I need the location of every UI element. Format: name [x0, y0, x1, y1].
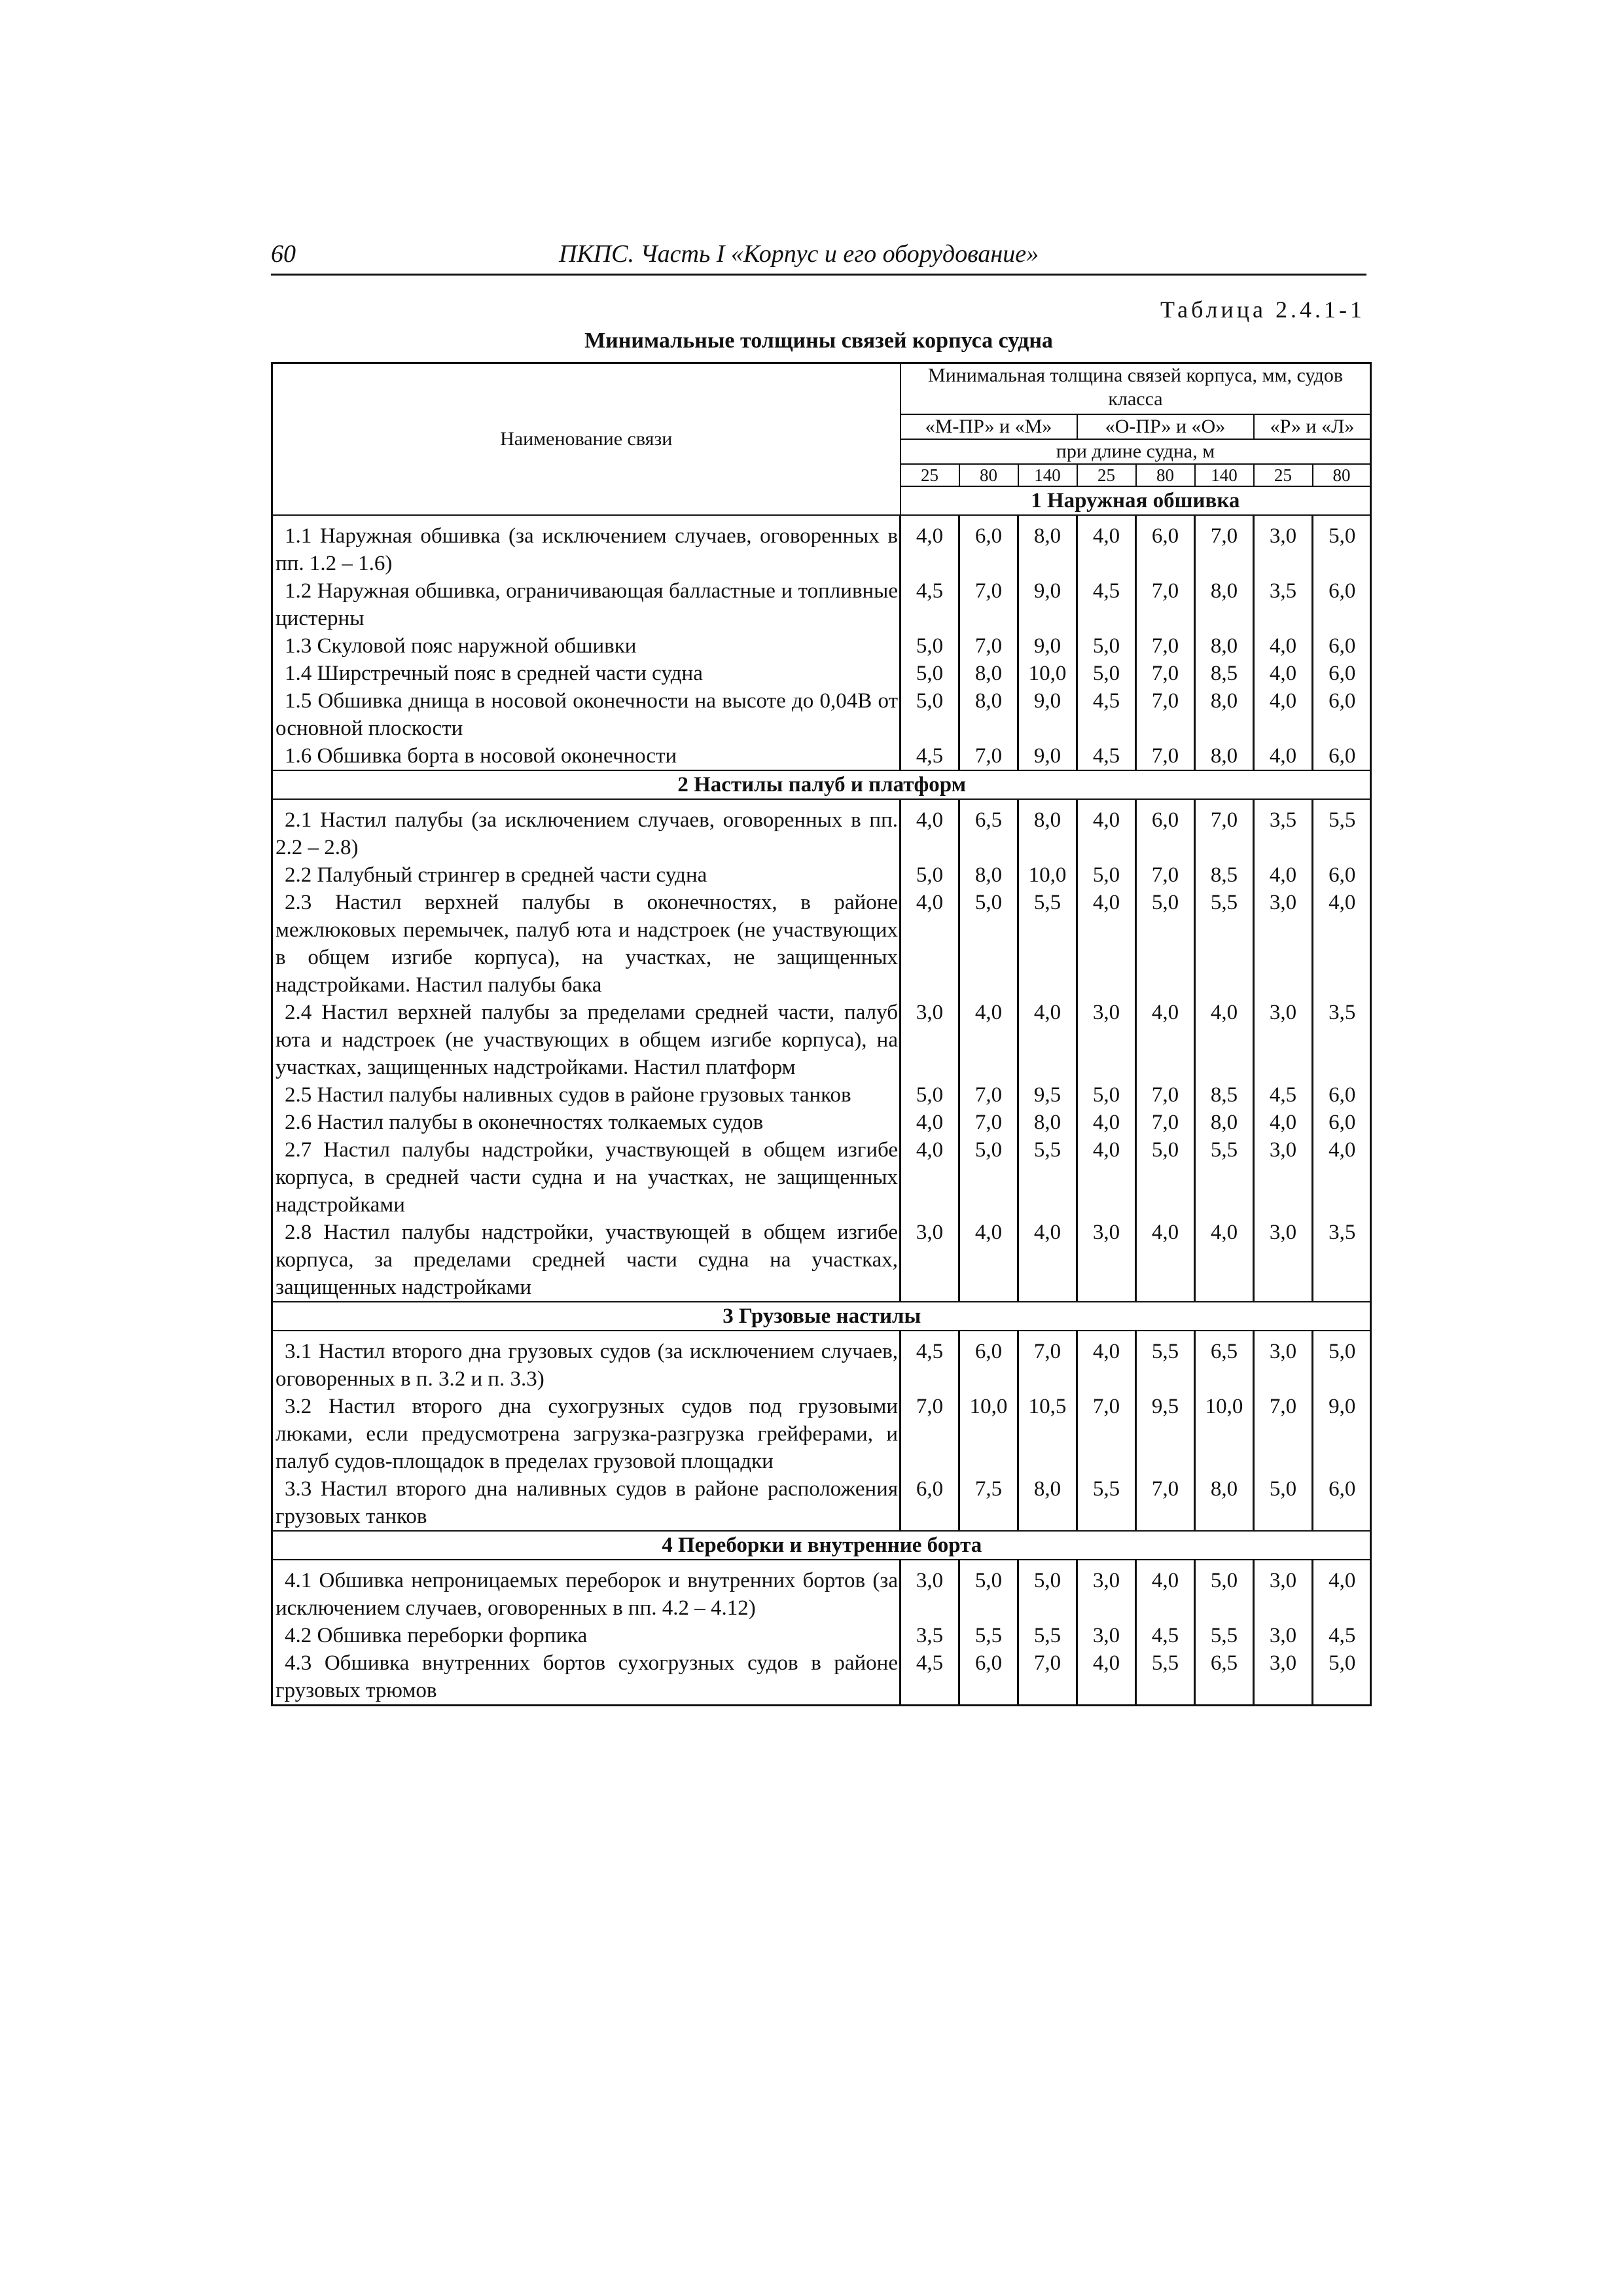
- thickness-value: 4,0: [901, 515, 959, 577]
- thickness-value: 9,0: [1018, 687, 1077, 742]
- thickness-value: 4,5: [901, 1649, 959, 1706]
- row-name-text: 4.3 Обшивка внутренних бортов сухогрузных судов в районе грузовых трюмов: [276, 1651, 898, 1702]
- thickness-value: 7,0: [1195, 515, 1254, 577]
- thickness-value: 6,0: [1313, 742, 1371, 770]
- thickness-value: 3,0: [1254, 1219, 1313, 1302]
- thickness-value: 4,0: [1077, 799, 1136, 861]
- thickness-value: 8,5: [1195, 861, 1254, 889]
- row-name-text: 4.1 Обшивка непроницаемых переборок и внутренних бортов (за исключением случаев, оговоренных в пп. 4.2 – 4.12): [276, 1569, 898, 1620]
- thickness-value: 7,0: [959, 1081, 1018, 1109]
- thickness-value: 6,0: [1313, 660, 1371, 687]
- thickness-value: 5,5: [1018, 1136, 1077, 1219]
- row-name-text: 1.5 Обшивка днища в носовой оконечности на высоте до 0,04B от основной плоскости: [276, 689, 898, 740]
- thickness-value: 5,0: [1136, 1136, 1195, 1219]
- thickness-value: 5,0: [1136, 889, 1195, 999]
- section-title: 2 Настилы палуб и платформ: [272, 770, 1371, 799]
- row-name: [272, 632, 901, 660]
- running-header: [271, 240, 1366, 276]
- row-name-text: 2.4 Настил верхней палубы за пределами средней части, палуб юта и надстроек (не участвующих в общем изгибе корпуса), на участках, защищенных надстройками. Настил платформ: [276, 1001, 898, 1079]
- thickness-value: 5,0: [1254, 1475, 1313, 1531]
- thickness-value: 4,0: [959, 1219, 1018, 1302]
- row-name-text: 2.5 Настил палубы наливных судов в районе грузовых танков: [285, 1083, 851, 1107]
- thickness-value: 5,0: [1077, 632, 1136, 660]
- thickness-value: 7,0: [901, 1393, 959, 1475]
- thickness-value: 9,5: [1136, 1393, 1195, 1475]
- thickness-value: 4,0: [1313, 1560, 1371, 1622]
- thickness-value: 3,5: [1254, 799, 1313, 861]
- row-name-text: 3.2 Настил второго дна сухогрузных судов под грузовыми люками, если предусмотрена загрузка-разгрузка грейферами, и палуб судов-площадок в пределах грузовой площадки: [276, 1395, 898, 1473]
- thickness-value: 6,0: [1136, 515, 1195, 577]
- thickness-value: 9,5: [1018, 1081, 1077, 1109]
- thickness-value: 7,0: [1077, 1393, 1136, 1475]
- thickness-value: 5,0: [1077, 861, 1136, 889]
- thickness-value: 4,5: [1077, 577, 1136, 632]
- row-name-text: 2.2 Палубный стрингер в средней части судна: [285, 863, 707, 887]
- length-header: при длине судна, м: [901, 439, 1371, 464]
- class-header: «М-ПР» и «М»: [901, 414, 1077, 439]
- section-header-row: [272, 1302, 1371, 1331]
- length-value: 80: [959, 464, 1018, 486]
- thickness-value: 5,0: [959, 1136, 1018, 1219]
- thickness-value: 6,0: [959, 515, 1018, 577]
- thickness-value: 6,0: [1136, 799, 1195, 861]
- row-name: [272, 999, 901, 1081]
- thickness-value: 3,0: [1254, 1649, 1313, 1706]
- thickness-value: 3,5: [1254, 577, 1313, 632]
- thickness-value: 5,0: [959, 889, 1018, 999]
- thickness-value: 9,0: [1018, 632, 1077, 660]
- thickness-value: 4,0: [1018, 999, 1077, 1081]
- row-name-text: 3.1 Настил второго дна грузовых судов (за исключением случаев, оговоренных в п. 3.2 и п. 3.3): [276, 1340, 898, 1391]
- thickness-value: 8,0: [1195, 1109, 1254, 1136]
- thickness-value: 3,0: [1254, 1560, 1313, 1622]
- thickness-value: 4,0: [1136, 999, 1195, 1081]
- row-name: [272, 861, 901, 889]
- thickness-value: 7,0: [1136, 861, 1195, 889]
- thickness-value: 4,0: [1254, 861, 1313, 889]
- thickness-value: 8,0: [1195, 742, 1254, 770]
- thickness-value: 4,0: [901, 1136, 959, 1219]
- thickness-value: 10,0: [1018, 660, 1077, 687]
- thickness-value: 3,5: [1313, 999, 1371, 1081]
- thickness-value: 5,0: [1077, 660, 1136, 687]
- thickness-value: 3,0: [1077, 1560, 1136, 1622]
- row-name: [272, 1560, 901, 1622]
- section-header-row: [272, 770, 1371, 799]
- thickness-value: 7,0: [1254, 1393, 1313, 1475]
- thickness-value: 7,0: [1136, 577, 1195, 632]
- row-name-text: 3.3 Настил второго дна наливных судов в районе расположения грузовых танков: [276, 1477, 898, 1528]
- table-row: [272, 632, 1371, 660]
- row-name-text: 2.7 Настил палубы надстройки, участвующей в общем изгибе корпуса, в средней части судна и на участках, не защищенных надстройками: [276, 1138, 898, 1217]
- thickness-value: 10,5: [1018, 1393, 1077, 1475]
- thickness-value: 5,0: [1195, 1560, 1254, 1622]
- row-name: [272, 515, 901, 577]
- table-row: [272, 515, 1371, 577]
- page-number: 60: [271, 240, 296, 268]
- table-row: [272, 742, 1371, 770]
- table-row: [272, 889, 1371, 999]
- row-name: [272, 577, 901, 632]
- running-title: ПКПС. Часть I «Корпус и его оборудование»: [559, 240, 1039, 268]
- thickness-value: 4,0: [1077, 1136, 1136, 1219]
- thickness-value: 7,0: [959, 742, 1018, 770]
- length-value: 25: [1254, 464, 1313, 486]
- length-value: 80: [1313, 464, 1371, 486]
- thickness-value: 7,0: [1018, 1331, 1077, 1393]
- thickness-value: 8,0: [1195, 687, 1254, 742]
- thickness-value: 8,0: [959, 660, 1018, 687]
- thickness-value: 9,0: [1313, 1393, 1371, 1475]
- thickness-value: 5,5: [1195, 1622, 1254, 1649]
- thickness-value: 4,0: [901, 889, 959, 999]
- section-title: 1 Наружная обшивка: [901, 486, 1371, 515]
- thickness-value: 4,0: [1136, 1560, 1195, 1622]
- row-name: [272, 1081, 901, 1109]
- table-row: [272, 1331, 1371, 1393]
- thickness-value: 3,5: [1313, 1219, 1371, 1302]
- thickness-value: 4,0: [1077, 1109, 1136, 1136]
- thickness-value: 4,0: [1254, 1109, 1313, 1136]
- row-name-text: 1.4 Ширстречный пояс в средней части судна: [285, 662, 703, 685]
- thickness-value: 8,0: [1018, 1109, 1077, 1136]
- length-value: 140: [1018, 464, 1077, 486]
- row-name-text: 2.8 Настил палубы надстройки, участвующей в общем изгибе корпуса, за пределами средней части судна на участках, защищенных надстройками: [276, 1221, 898, 1299]
- thickness-value: 4,5: [1077, 687, 1136, 742]
- thickness-value: 3,0: [1254, 889, 1313, 999]
- thickness-value: 3,0: [1077, 1622, 1136, 1649]
- thickness-value: 3,0: [1254, 999, 1313, 1081]
- thickness-value: 8,0: [959, 687, 1018, 742]
- thickness-value: 4,0: [1077, 1649, 1136, 1706]
- table-row: [272, 1393, 1371, 1475]
- row-name: [272, 1109, 901, 1136]
- row-name: [272, 1393, 901, 1475]
- table-row: [272, 1081, 1371, 1109]
- thickness-value: 4,0: [1195, 1219, 1254, 1302]
- thickness-value: 5,0: [901, 1081, 959, 1109]
- thickness-value: 4,5: [901, 577, 959, 632]
- thickness-value: 3,5: [901, 1622, 959, 1649]
- thickness-value: 4,0: [1313, 1136, 1371, 1219]
- thickness-value: 4,0: [1254, 742, 1313, 770]
- thickness-value: 4,0: [1018, 1219, 1077, 1302]
- table-row: [272, 861, 1371, 889]
- thickness-value: 3,0: [1254, 1331, 1313, 1393]
- thickness-value: 6,0: [1313, 577, 1371, 632]
- thickness-value: 8,0: [1018, 799, 1077, 861]
- thickness-value: 4,0: [1254, 687, 1313, 742]
- row-name: [272, 1622, 901, 1649]
- row-name-text: 1.3 Скуловой пояс наружной обшивки: [285, 634, 637, 658]
- thickness-value: 6,5: [1195, 1649, 1254, 1706]
- thickness-value: 5,5: [1136, 1331, 1195, 1393]
- length-value: 25: [1077, 464, 1136, 486]
- thickness-value: 7,0: [1195, 799, 1254, 861]
- thickness-value: 5,5: [1077, 1475, 1136, 1531]
- table-number: Таблица 2.4.1-1: [1160, 296, 1365, 323]
- thickness-value: 6,0: [1313, 1109, 1371, 1136]
- row-name: [272, 1136, 901, 1219]
- thickness-value: 4,5: [1077, 742, 1136, 770]
- column-header-name: Наименование связи: [272, 363, 901, 516]
- row-name: [272, 1331, 901, 1393]
- thickness-value: 5,0: [901, 660, 959, 687]
- thickness-value: 4,0: [1313, 889, 1371, 999]
- thickness-value: 5,0: [1313, 1331, 1371, 1393]
- row-name-text: 1.1 Наружная обшивка (за исключением случаев, оговоренных в пп. 1.2 – 1.6): [276, 524, 898, 575]
- row-name: [272, 1219, 901, 1302]
- thickness-value: 4,0: [1195, 999, 1254, 1081]
- row-name: [272, 1649, 901, 1706]
- thickness-value: 5,5: [1018, 1622, 1077, 1649]
- thickness-value: 4,0: [901, 1109, 959, 1136]
- table-row: [272, 577, 1371, 632]
- thickness-value: 6,5: [959, 799, 1018, 861]
- thickness-value: 8,5: [1195, 660, 1254, 687]
- thickness-value: 7,0: [1136, 1475, 1195, 1531]
- length-value: 25: [901, 464, 959, 486]
- thickness-value: 7,0: [1136, 1109, 1195, 1136]
- thickness-value: 4,5: [1254, 1081, 1313, 1109]
- length-value: 80: [1136, 464, 1195, 486]
- table-row: [272, 1649, 1371, 1706]
- section-header-row: [272, 1531, 1371, 1560]
- class-header: «Р» и «Л»: [1254, 414, 1371, 439]
- section-title: 4 Переборки и внутренние борта: [272, 1531, 1371, 1560]
- thickness-value: 10,0: [1018, 861, 1077, 889]
- thickness-value: 5,0: [1313, 1649, 1371, 1706]
- thickness-value: 7,5: [959, 1475, 1018, 1531]
- thickness-table: [271, 362, 1372, 1706]
- thickness-value: 3,0: [1077, 1219, 1136, 1302]
- thickness-value: 7,0: [1136, 742, 1195, 770]
- thickness-value: 7,0: [959, 632, 1018, 660]
- table-row: [272, 1219, 1371, 1302]
- thickness-value: 8,5: [1195, 1081, 1254, 1109]
- thickness-value: 5,0: [1313, 515, 1371, 577]
- table-row: [272, 1475, 1371, 1531]
- thickness-value: 5,5: [1018, 889, 1077, 999]
- row-name: [272, 799, 901, 861]
- thickness-value: 7,0: [1018, 1649, 1077, 1706]
- table-row: [272, 660, 1371, 687]
- row-name-text: 1.6 Обшивка борта в носовой оконечности: [285, 744, 677, 768]
- thickness-value: 7,0: [959, 577, 1018, 632]
- thickness-value: 8,0: [1018, 1475, 1077, 1531]
- row-name: [272, 687, 901, 742]
- thickness-value: 5,5: [1313, 799, 1371, 861]
- table-row: [272, 999, 1371, 1081]
- thickness-value: 3,0: [1077, 999, 1136, 1081]
- thickness-value: 7,0: [1136, 1081, 1195, 1109]
- thickness-value: 6,0: [1313, 1475, 1371, 1531]
- row-name: [272, 1475, 901, 1531]
- thickness-value: 4,5: [1136, 1622, 1195, 1649]
- thickness-value: 6,0: [1313, 632, 1371, 660]
- row-name-text: 4.2 Обшивка переборки форпика: [285, 1624, 588, 1647]
- thickness-value: 9,0: [1018, 577, 1077, 632]
- thickness-value: 8,0: [959, 861, 1018, 889]
- thickness-value: 5,5: [1195, 889, 1254, 999]
- thickness-value: 5,0: [901, 861, 959, 889]
- thickness-value: 6,0: [901, 1475, 959, 1531]
- thickness-value: 3,0: [901, 1560, 959, 1622]
- thickness-value: 3,0: [1254, 515, 1313, 577]
- thickness-value: 6,0: [1313, 1081, 1371, 1109]
- thickness-value: 4,0: [1077, 1331, 1136, 1393]
- thickness-value: 4,5: [901, 1331, 959, 1393]
- column-header-group: Минимальная толщина связей корпуса, мм, судов класса: [901, 363, 1371, 415]
- thickness-value: 7,0: [1136, 660, 1195, 687]
- thickness-value: 10,0: [959, 1393, 1018, 1475]
- row-name: [272, 660, 901, 687]
- thickness-value: 5,0: [1018, 1560, 1077, 1622]
- thickness-value: 5,5: [959, 1622, 1018, 1649]
- table-row: [272, 1560, 1371, 1622]
- thickness-value: 6,0: [959, 1331, 1018, 1393]
- thickness-value: 4,0: [1254, 632, 1313, 660]
- thickness-value: 8,0: [1018, 515, 1077, 577]
- thickness-value: 5,0: [901, 687, 959, 742]
- row-name: [272, 742, 901, 770]
- thickness-value: 4,0: [1254, 660, 1313, 687]
- thickness-value: 3,0: [901, 1219, 959, 1302]
- thickness-value: 4,5: [1313, 1622, 1371, 1649]
- thickness-value: 7,0: [959, 1109, 1018, 1136]
- length-value: 140: [1195, 464, 1254, 486]
- table-caption: Минимальные толщины связей корпуса судна: [584, 329, 1053, 353]
- row-name-text: 2.6 Настил палубы в оконечностях толкаемых судов: [285, 1111, 764, 1134]
- thickness-value: 3,0: [901, 999, 959, 1081]
- row-name-text: 2.3 Настил верхней палубы в оконечностях, в районе межлюковых перемычек, палуб юта и надстроек (не участвующих в общем изгибе корпуса), на участках, не защищенных надстройками. Настил палубы бака: [276, 891, 898, 997]
- thickness-value: 8,0: [1195, 577, 1254, 632]
- thickness-value: 4,5: [901, 742, 959, 770]
- thickness-value: 3,0: [1254, 1136, 1313, 1219]
- table-row: [272, 1109, 1371, 1136]
- table-row: [272, 687, 1371, 742]
- thickness-value: 7,0: [1136, 687, 1195, 742]
- thickness-value: 4,0: [1077, 889, 1136, 999]
- thickness-value: 5,5: [1136, 1649, 1195, 1706]
- section-title: 3 Грузовые настилы: [272, 1302, 1371, 1331]
- table-row: [272, 1136, 1371, 1219]
- thickness-value: 10,0: [1195, 1393, 1254, 1475]
- thickness-value: 6,5: [1195, 1331, 1254, 1393]
- row-name-text: 1.2 Наружная обшивка, ограничивающая балластные и топливные цистерны: [276, 579, 898, 630]
- thickness-value: 9,0: [1018, 742, 1077, 770]
- row-name-text: 2.1 Настил палубы (за исключением случаев, оговоренных в пп. 2.2 – 2.8): [276, 808, 898, 859]
- thickness-value: 4,0: [959, 999, 1018, 1081]
- thickness-value: 8,0: [1195, 632, 1254, 660]
- thickness-value: 5,5: [1195, 1136, 1254, 1219]
- table-row: [272, 1622, 1371, 1649]
- thickness-value: 6,0: [1313, 687, 1371, 742]
- thickness-value: 8,0: [1195, 1475, 1254, 1531]
- thickness-value: 5,0: [901, 632, 959, 660]
- thickness-value: 6,0: [1313, 861, 1371, 889]
- thickness-value: 6,0: [959, 1649, 1018, 1706]
- thickness-value: 4,0: [1136, 1219, 1195, 1302]
- thickness-value: 4,0: [901, 799, 959, 861]
- thickness-value: 7,0: [1136, 632, 1195, 660]
- class-header: «О-ПР» и «О»: [1077, 414, 1254, 439]
- table-row: [272, 799, 1371, 861]
- row-name: [272, 889, 901, 999]
- thickness-value: 5,0: [1077, 1081, 1136, 1109]
- thickness-value: 3,0: [1254, 1622, 1313, 1649]
- thickness-value: 5,0: [959, 1560, 1018, 1622]
- thickness-value: 4,0: [1077, 515, 1136, 577]
